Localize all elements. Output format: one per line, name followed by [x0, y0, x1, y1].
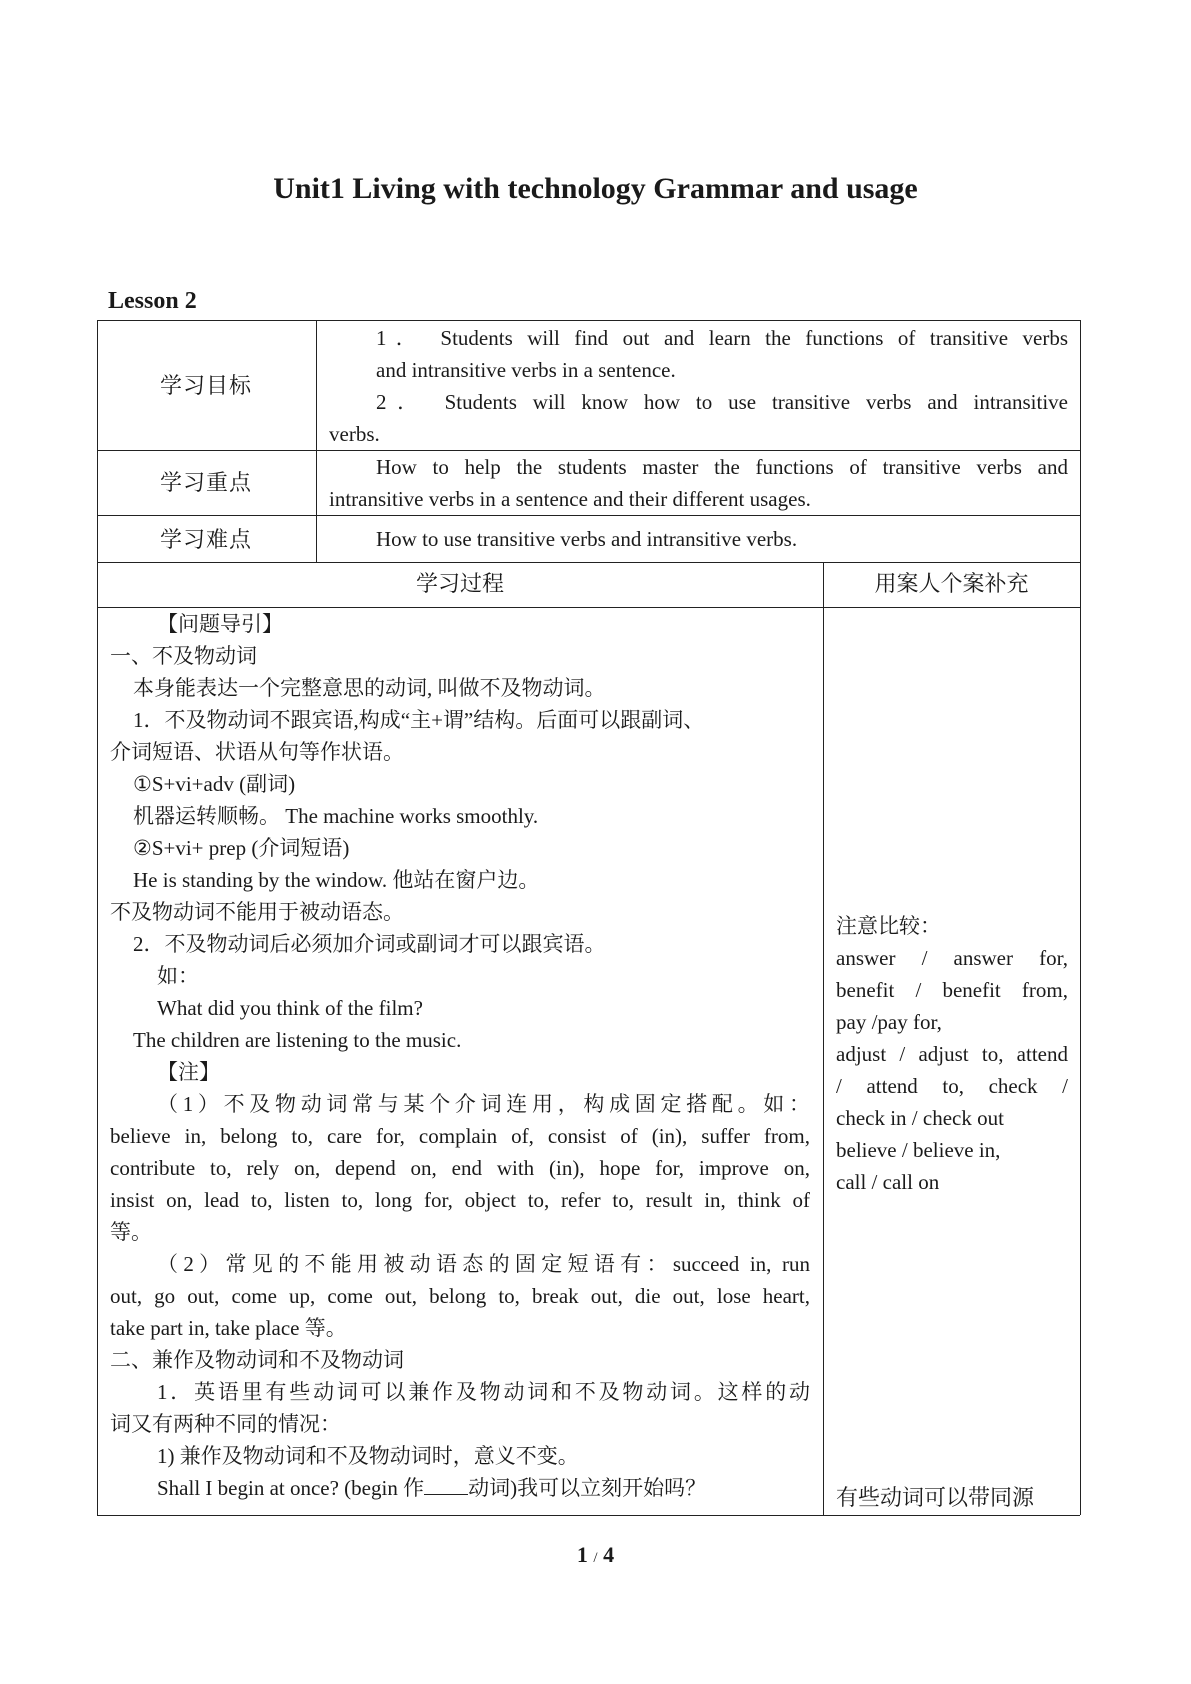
- main-line: 【问题导引】: [157, 612, 283, 636]
- page-total: 4: [603, 1542, 615, 1567]
- objectives-line-1: 1． Students will find out and learn the functions of transitive verbs: [376, 326, 1068, 350]
- table-border-right: [1080, 320, 1081, 1515]
- main-line: 词又有两种不同的情况：: [110, 1412, 341, 1436]
- main-line: 如：: [157, 964, 199, 988]
- document-title: Unit1 Living with technology Grammar and usage: [273, 172, 918, 205]
- label-column-divider: [316, 320, 317, 562]
- main-last-line-start: Shall I begin at once? (begin 作: [157, 1476, 425, 1500]
- main-line: 二、兼作及物动词和不及物动词: [110, 1348, 404, 1372]
- page-separator: /: [593, 1550, 598, 1566]
- page-number: [0, 1542, 1191, 1568]
- side-line: check in / check out: [836, 1106, 1004, 1130]
- main-line: He is standing by the window. 他站在窗户边。: [133, 868, 540, 892]
- side-line: pay /pay for,: [836, 1010, 942, 1034]
- row-label-difficulties: 学习难点: [159, 527, 252, 552]
- side-note-heading: 注意比较：: [836, 914, 941, 938]
- main-line: 介词短语、状语从句等作状语。: [110, 740, 404, 764]
- lesson-heading: Lesson 2: [108, 288, 197, 314]
- row-label-objectives: 学习目标: [159, 373, 252, 398]
- key-points-line-2: intransitive verbs in a sentence and their different usages.: [329, 487, 811, 511]
- table-border-left: [97, 320, 98, 1515]
- objectives-line-2: and intransitive verbs in a sentence.: [376, 358, 676, 382]
- side-column-divider: [823, 562, 824, 1515]
- supplement-header: 用案人个案补充: [874, 571, 1029, 596]
- main-line: 1．英语里有些动词可以兼作及物动词和不及物动词。这样的动: [157, 1380, 810, 1404]
- main-line: （2）常见的不能用被动语态的固定短语有：succeed in, run: [157, 1252, 810, 1276]
- process-header: 学习过程: [415, 571, 504, 596]
- main-line: 1) 兼作及物动词和不及物动词时，意义不变。: [157, 1444, 579, 1468]
- main-line: 一、不及物动词: [110, 644, 257, 668]
- page-current: 1: [576, 1542, 588, 1567]
- side-line: benefit / benefit from,: [836, 978, 1068, 1002]
- objectives-line-3: 2． Students will know how to use transitive verbs and intransitive: [376, 390, 1068, 414]
- main-line: 【注】: [157, 1060, 220, 1084]
- table-row-divider: [97, 562, 1080, 563]
- side-line: / attend to, check /: [836, 1074, 1068, 1098]
- main-line: The children are listening to the music.: [133, 1028, 462, 1052]
- table-border-bottom: [97, 1515, 1080, 1516]
- main-line: What did you think of the film?: [157, 996, 423, 1020]
- side-line: call / call on: [836, 1170, 940, 1194]
- objectives-line-4: verbs.: [329, 422, 380, 446]
- main-last-line-end: 动词)我可以立刻开始吗？: [468, 1476, 707, 1500]
- main-line: （1）不及物动词常与某个介词连用，构成固定搭配。如：: [157, 1092, 810, 1116]
- table-border-top: [97, 320, 1080, 321]
- main-line: 不及物动词不能用于被动语态。: [110, 900, 404, 924]
- main-line: insist on, lead to, listen to, long for, object to, refer to, result in, think of: [110, 1188, 810, 1212]
- difficulties-line-1: How to use transitive verbs and intransitive verbs.: [376, 527, 798, 551]
- side-line: answer / answer for,: [836, 946, 1068, 970]
- main-line: 本身能表达一个完整意思的动词, 叫做不及物动词。: [133, 676, 606, 700]
- key-points-line-1: How to help the students master the functions of transitive verbs and: [376, 455, 1068, 479]
- main-line: contribute to, rely on, depend on, end with (in), hope for, improve on,: [110, 1156, 810, 1180]
- main-line: ①S+vi+adv (副词): [133, 772, 296, 796]
- row-label-key-points: 学习重点: [159, 470, 252, 495]
- main-line: take part in, take place 等。: [110, 1316, 347, 1340]
- fill-in-blank: [424, 1474, 468, 1495]
- side-line: believe / believe in,: [836, 1138, 1001, 1162]
- main-line: 机器运转顺畅。 The machine works smoothly.: [133, 804, 539, 828]
- side-line: adjust / adjust to, attend: [836, 1042, 1068, 1066]
- main-line: 1．不及物动词不跟宾语,构成“主+谓”结构。后面可以跟副词、: [133, 708, 705, 732]
- main-line: believe in, belong to, care for, complain of, consist of (in), suffer from,: [110, 1124, 810, 1148]
- main-line: out, go out, come up, come out, belong to, break out, die out, lose heart,: [110, 1284, 810, 1308]
- main-line: 2．不及物动词后必须加介词或副词才可以跟宾语。: [133, 932, 606, 956]
- main-line: 等。: [110, 1220, 152, 1244]
- main-line: ②S+vi+ prep (介词短语): [133, 836, 350, 860]
- main-last-line: [157, 1472, 706, 1504]
- table-row-divider: [97, 515, 1080, 516]
- side-bottom-line: 有些动词可以带同源: [836, 1485, 1035, 1510]
